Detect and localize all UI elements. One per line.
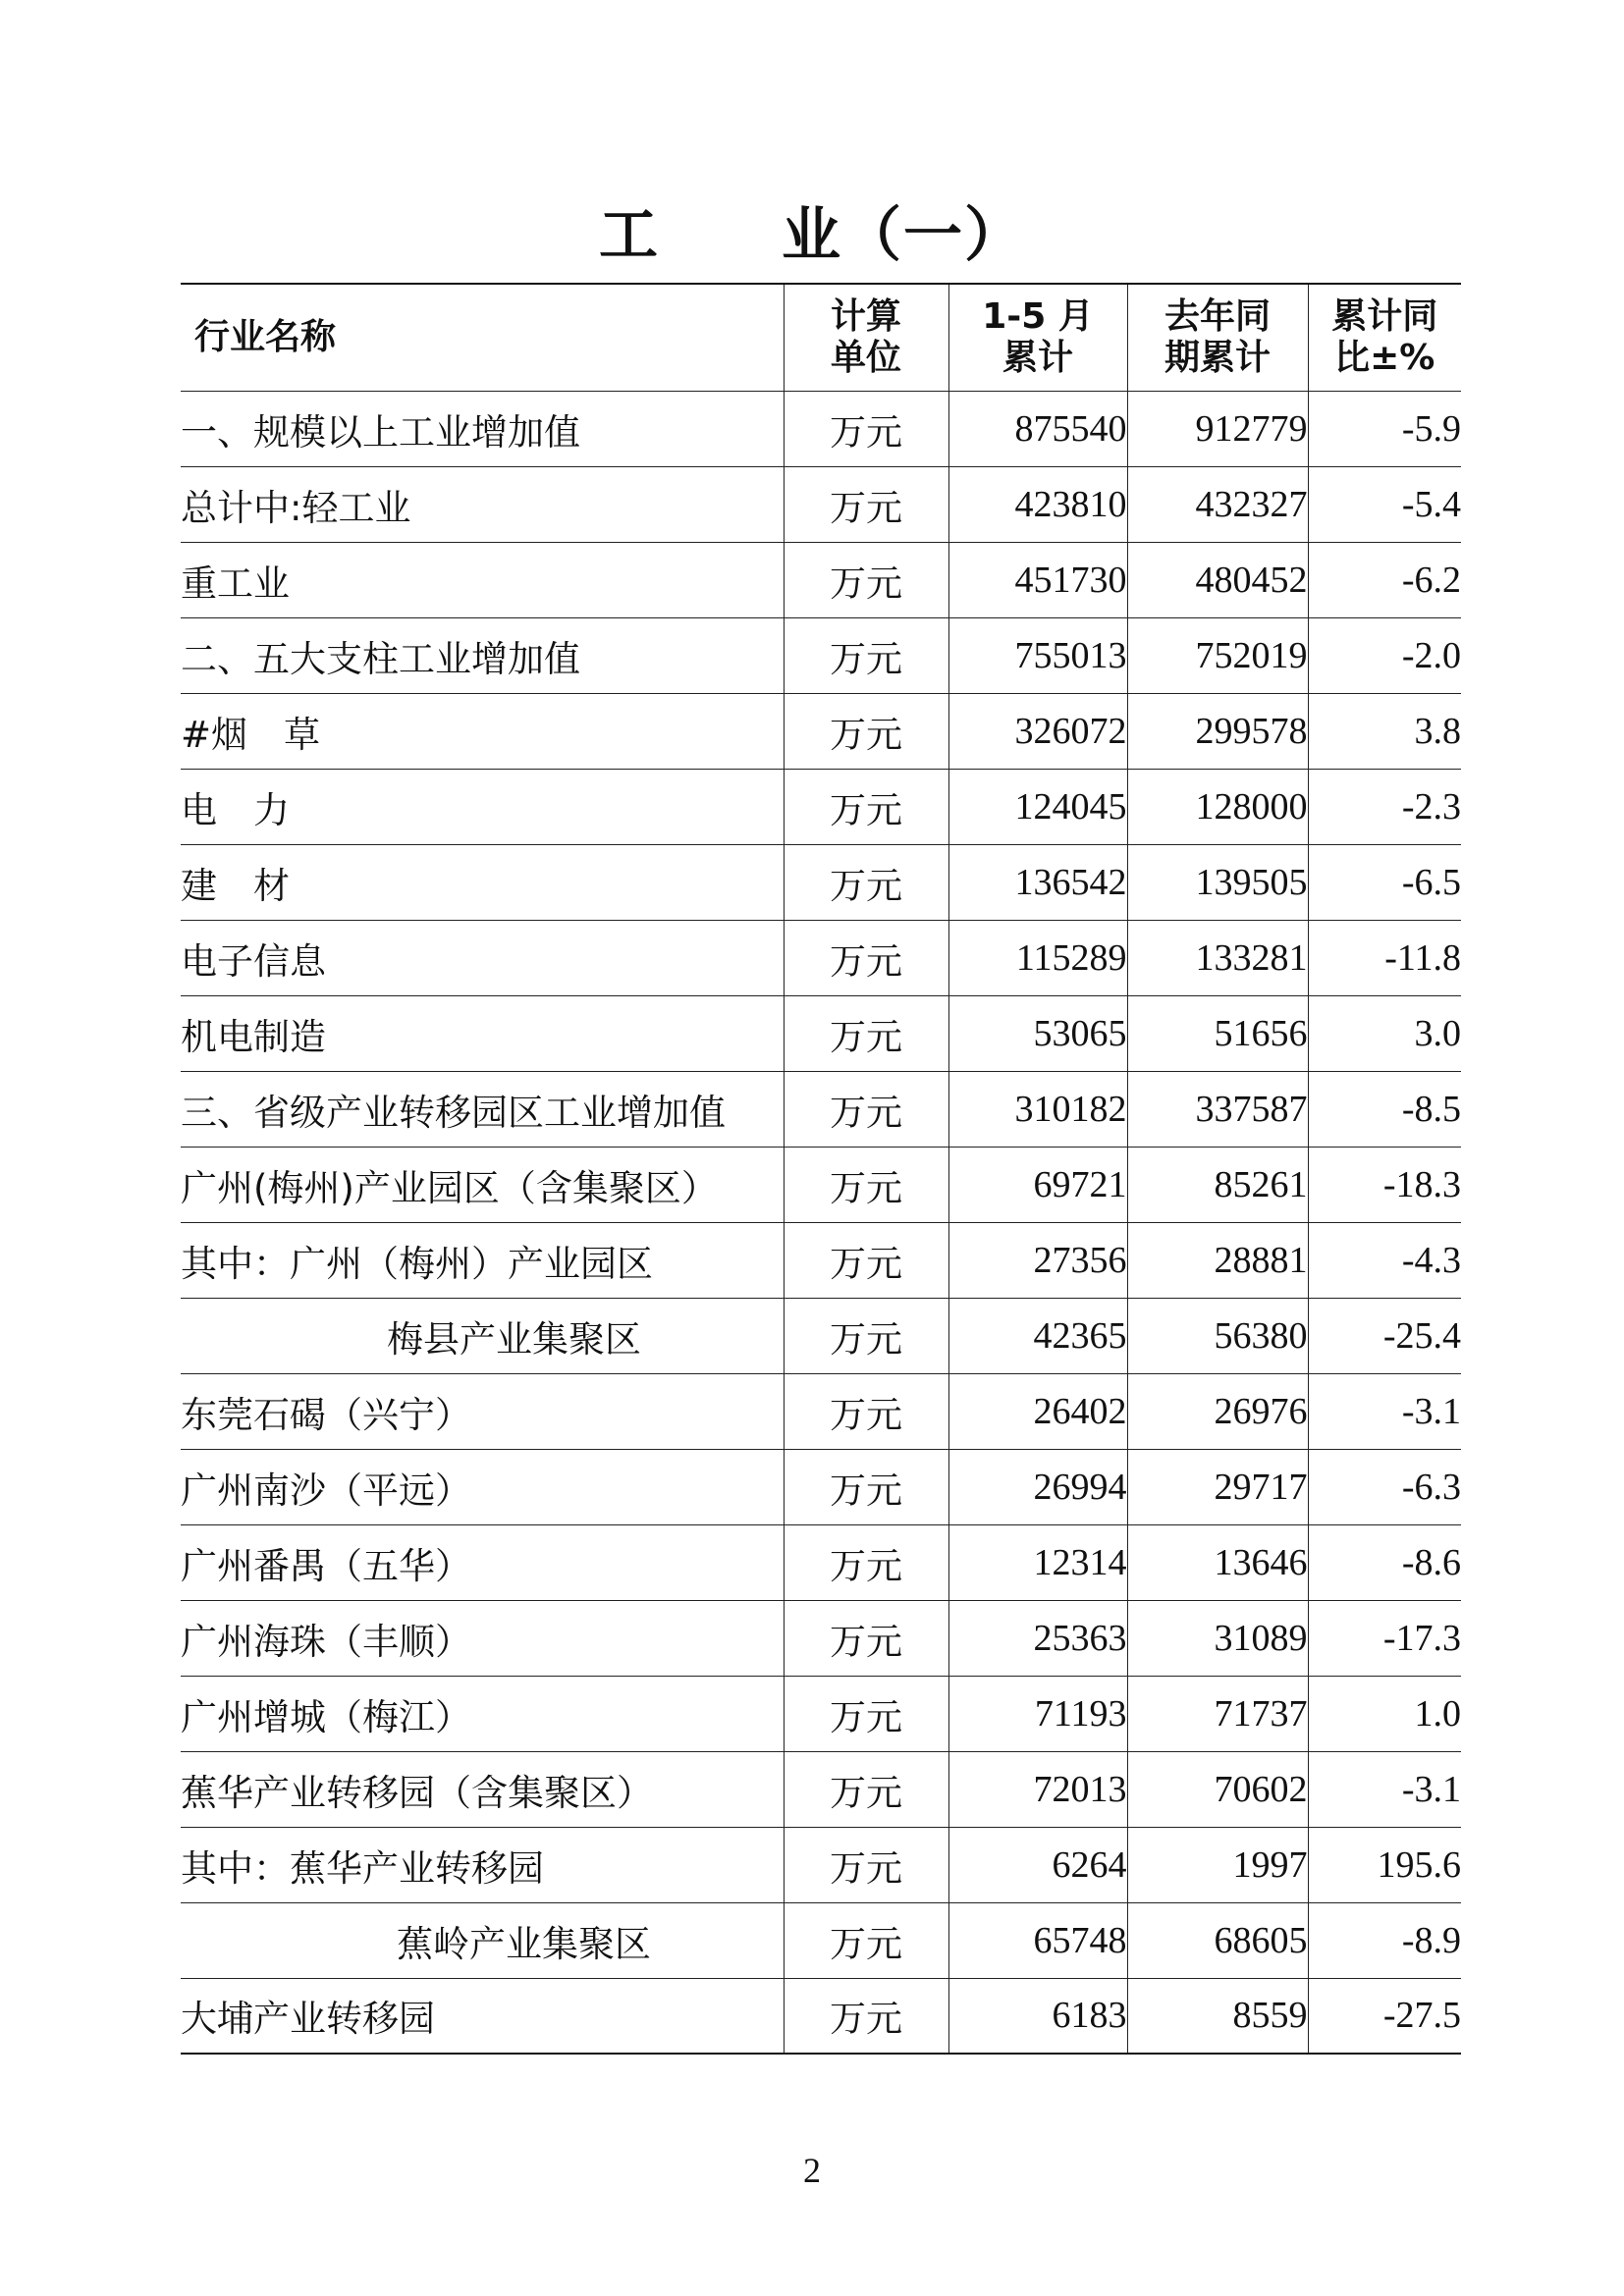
row-current: 27356 [948, 1222, 1127, 1298]
row-previous: 8559 [1127, 1978, 1308, 2054]
row-current: 71193 [948, 1676, 1127, 1751]
row-name: 一、规模以上工业增加值 [181, 391, 784, 466]
header-change-line1: 累计同 [1331, 295, 1438, 337]
header-industry-name: 行业名称 [181, 284, 784, 391]
row-unit: 万元 [784, 1298, 948, 1373]
row-unit: 万元 [784, 769, 948, 844]
row-change: -2.3 [1308, 769, 1461, 844]
row-name: 广州番禺（五华） [181, 1524, 784, 1600]
row-previous: 432327 [1127, 466, 1308, 542]
row-change: -8.6 [1308, 1524, 1461, 1600]
row-previous: 28881 [1127, 1222, 1308, 1298]
row-previous: 70602 [1127, 1751, 1308, 1827]
table-row [181, 693, 1461, 769]
row-current: 65748 [948, 1902, 1127, 1978]
row-current: 451730 [948, 542, 1127, 617]
table-row [181, 1222, 1461, 1298]
row-current: 115289 [948, 920, 1127, 995]
row-unit: 万元 [784, 1071, 948, 1147]
header-change [1308, 284, 1461, 391]
row-unit: 万元 [784, 844, 948, 920]
row-previous: 51656 [1127, 995, 1308, 1071]
row-name: 二、五大支柱工业增加值 [181, 617, 784, 693]
row-change: 195.6 [1308, 1827, 1461, 1902]
industry-table [181, 283, 1461, 2055]
row-unit: 万元 [784, 391, 948, 466]
table-row [181, 844, 1461, 920]
row-unit: 万元 [784, 1751, 948, 1827]
row-previous: 133281 [1127, 920, 1308, 995]
row-unit: 万元 [784, 1902, 948, 1978]
row-previous: 29717 [1127, 1449, 1308, 1524]
row-change: -3.1 [1308, 1751, 1461, 1827]
row-unit: 万元 [784, 542, 948, 617]
row-current: 25363 [948, 1600, 1127, 1676]
row-change: -4.3 [1308, 1222, 1461, 1298]
row-current: 69721 [948, 1147, 1127, 1222]
table-row [181, 466, 1461, 542]
row-current: 53065 [948, 995, 1127, 1071]
header-row [181, 284, 1461, 391]
row-change: -27.5 [1308, 1978, 1461, 2054]
row-change: 1.0 [1308, 1676, 1461, 1751]
row-unit: 万元 [784, 1222, 948, 1298]
row-name: 广州海珠（丰顺） [181, 1600, 784, 1676]
row-current: 326072 [948, 693, 1127, 769]
row-name: 东莞石碣（兴宁） [181, 1373, 784, 1449]
row-previous: 1997 [1127, 1827, 1308, 1902]
row-name: 总计中:轻工业 [181, 466, 784, 542]
row-previous: 337587 [1127, 1071, 1308, 1147]
table-row [181, 1978, 1461, 2054]
table-row [181, 617, 1461, 693]
row-change: -25.4 [1308, 1298, 1461, 1373]
row-unit: 万元 [784, 1827, 948, 1902]
row-change: -11.8 [1308, 920, 1461, 995]
row-unit: 万元 [784, 466, 948, 542]
header-unit [784, 284, 948, 391]
row-unit: 万元 [784, 617, 948, 693]
table-row [181, 542, 1461, 617]
table-row [181, 1751, 1461, 1827]
row-previous: 31089 [1127, 1600, 1308, 1676]
row-current: 6183 [948, 1978, 1127, 2054]
row-previous: 480452 [1127, 542, 1308, 617]
row-name: 重工业 [181, 542, 784, 617]
table-row [181, 1071, 1461, 1147]
row-previous: 128000 [1127, 769, 1308, 844]
header-unit-line1: 计算 [830, 295, 901, 337]
row-name: 蕉岭产业集聚区 [181, 1902, 784, 1978]
row-current: 875540 [948, 391, 1127, 466]
row-previous: 912779 [1127, 391, 1308, 466]
row-unit: 万元 [784, 1147, 948, 1222]
row-name: 三、省级产业转移园区工业增加值 [181, 1071, 784, 1147]
row-name: 其中：蕉华产业转移园 [181, 1827, 784, 1902]
row-previous: 299578 [1127, 693, 1308, 769]
row-change: -8.9 [1308, 1902, 1461, 1978]
row-previous: 26976 [1127, 1373, 1308, 1449]
row-unit: 万元 [784, 1676, 948, 1751]
row-current: 12314 [948, 1524, 1127, 1600]
table-row [181, 995, 1461, 1071]
table-row [181, 769, 1461, 844]
row-unit: 万元 [784, 1978, 948, 2054]
row-previous: 56380 [1127, 1298, 1308, 1373]
row-previous: 752019 [1127, 617, 1308, 693]
row-name: 电子信息 [181, 920, 784, 995]
page-title: 工 业（一） [599, 201, 1025, 270]
header-previous-line2: 期累计 [1164, 337, 1271, 378]
row-current: 124045 [948, 769, 1127, 844]
row-change: -6.3 [1308, 1449, 1461, 1524]
table-row [181, 1373, 1461, 1449]
table-body [181, 391, 1461, 2054]
table-header [181, 284, 1461, 391]
row-name: 大埔产业转移园 [181, 1978, 784, 2054]
header-current-line2: 累计 [1001, 337, 1073, 378]
row-current: 26402 [948, 1373, 1127, 1449]
header-previous [1127, 284, 1308, 391]
row-unit: 万元 [784, 920, 948, 995]
row-unit: 万元 [784, 1524, 948, 1600]
row-unit: 万元 [784, 1600, 948, 1676]
row-name: 梅县产业集聚区 [181, 1298, 784, 1373]
row-name: 蕉华产业转移园（含集聚区） [181, 1751, 784, 1827]
row-previous: 68605 [1127, 1902, 1308, 1978]
table-row [181, 1524, 1461, 1600]
table-row [181, 920, 1461, 995]
row-change: -18.3 [1308, 1147, 1461, 1222]
row-unit: 万元 [784, 995, 948, 1071]
row-name: 建 材 [181, 844, 784, 920]
row-change: 3.8 [1308, 693, 1461, 769]
row-previous: 71737 [1127, 1676, 1308, 1751]
table-row [181, 1449, 1461, 1524]
header-current-line1: 1-5 月 [982, 295, 1094, 337]
header-change-line2: 比±% [1334, 337, 1435, 378]
header-current [948, 284, 1127, 391]
row-name: 广州(梅州)产业园区（含集聚区） [181, 1147, 784, 1222]
row-change: -5.4 [1308, 466, 1461, 542]
row-current: 72013 [948, 1751, 1127, 1827]
row-previous: 139505 [1127, 844, 1308, 920]
table-row [181, 1600, 1461, 1676]
row-current: 42365 [948, 1298, 1127, 1373]
row-current: 310182 [948, 1071, 1127, 1147]
table-row [181, 1827, 1461, 1902]
row-current: 423810 [948, 466, 1127, 542]
table-row [181, 1147, 1461, 1222]
row-change: -8.5 [1308, 1071, 1461, 1147]
header-previous-line1: 去年同 [1164, 295, 1271, 337]
row-unit: 万元 [784, 693, 948, 769]
row-change: -6.5 [1308, 844, 1461, 920]
row-current: 6264 [948, 1827, 1127, 1902]
row-name: 广州南沙（平远） [181, 1449, 784, 1524]
row-change: -6.2 [1308, 542, 1461, 617]
row-current: 755013 [948, 617, 1127, 693]
row-name: 机电制造 [181, 995, 784, 1071]
table-row [181, 1902, 1461, 1978]
row-change: -17.3 [1308, 1600, 1461, 1676]
row-change: -3.1 [1308, 1373, 1461, 1449]
row-unit: 万元 [784, 1373, 948, 1449]
header-unit-line2: 单位 [830, 337, 901, 378]
row-previous: 85261 [1127, 1147, 1308, 1222]
row-unit: 万元 [784, 1449, 948, 1524]
row-previous: 13646 [1127, 1524, 1308, 1600]
table-row [181, 1298, 1461, 1373]
row-current: 136542 [948, 844, 1127, 920]
row-change: 3.0 [1308, 995, 1461, 1071]
row-name: 其中：广州（梅州）产业园区 [181, 1222, 784, 1298]
row-name: 电 力 [181, 769, 784, 844]
table-row [181, 391, 1461, 466]
row-current: 26994 [948, 1449, 1127, 1524]
row-change: -5.9 [1308, 391, 1461, 466]
row-name: 广州增城（梅江） [181, 1676, 784, 1751]
row-name: #烟 草 [181, 693, 784, 769]
page-number: 2 [803, 2151, 821, 2190]
table-row [181, 1676, 1461, 1751]
row-change: -2.0 [1308, 617, 1461, 693]
